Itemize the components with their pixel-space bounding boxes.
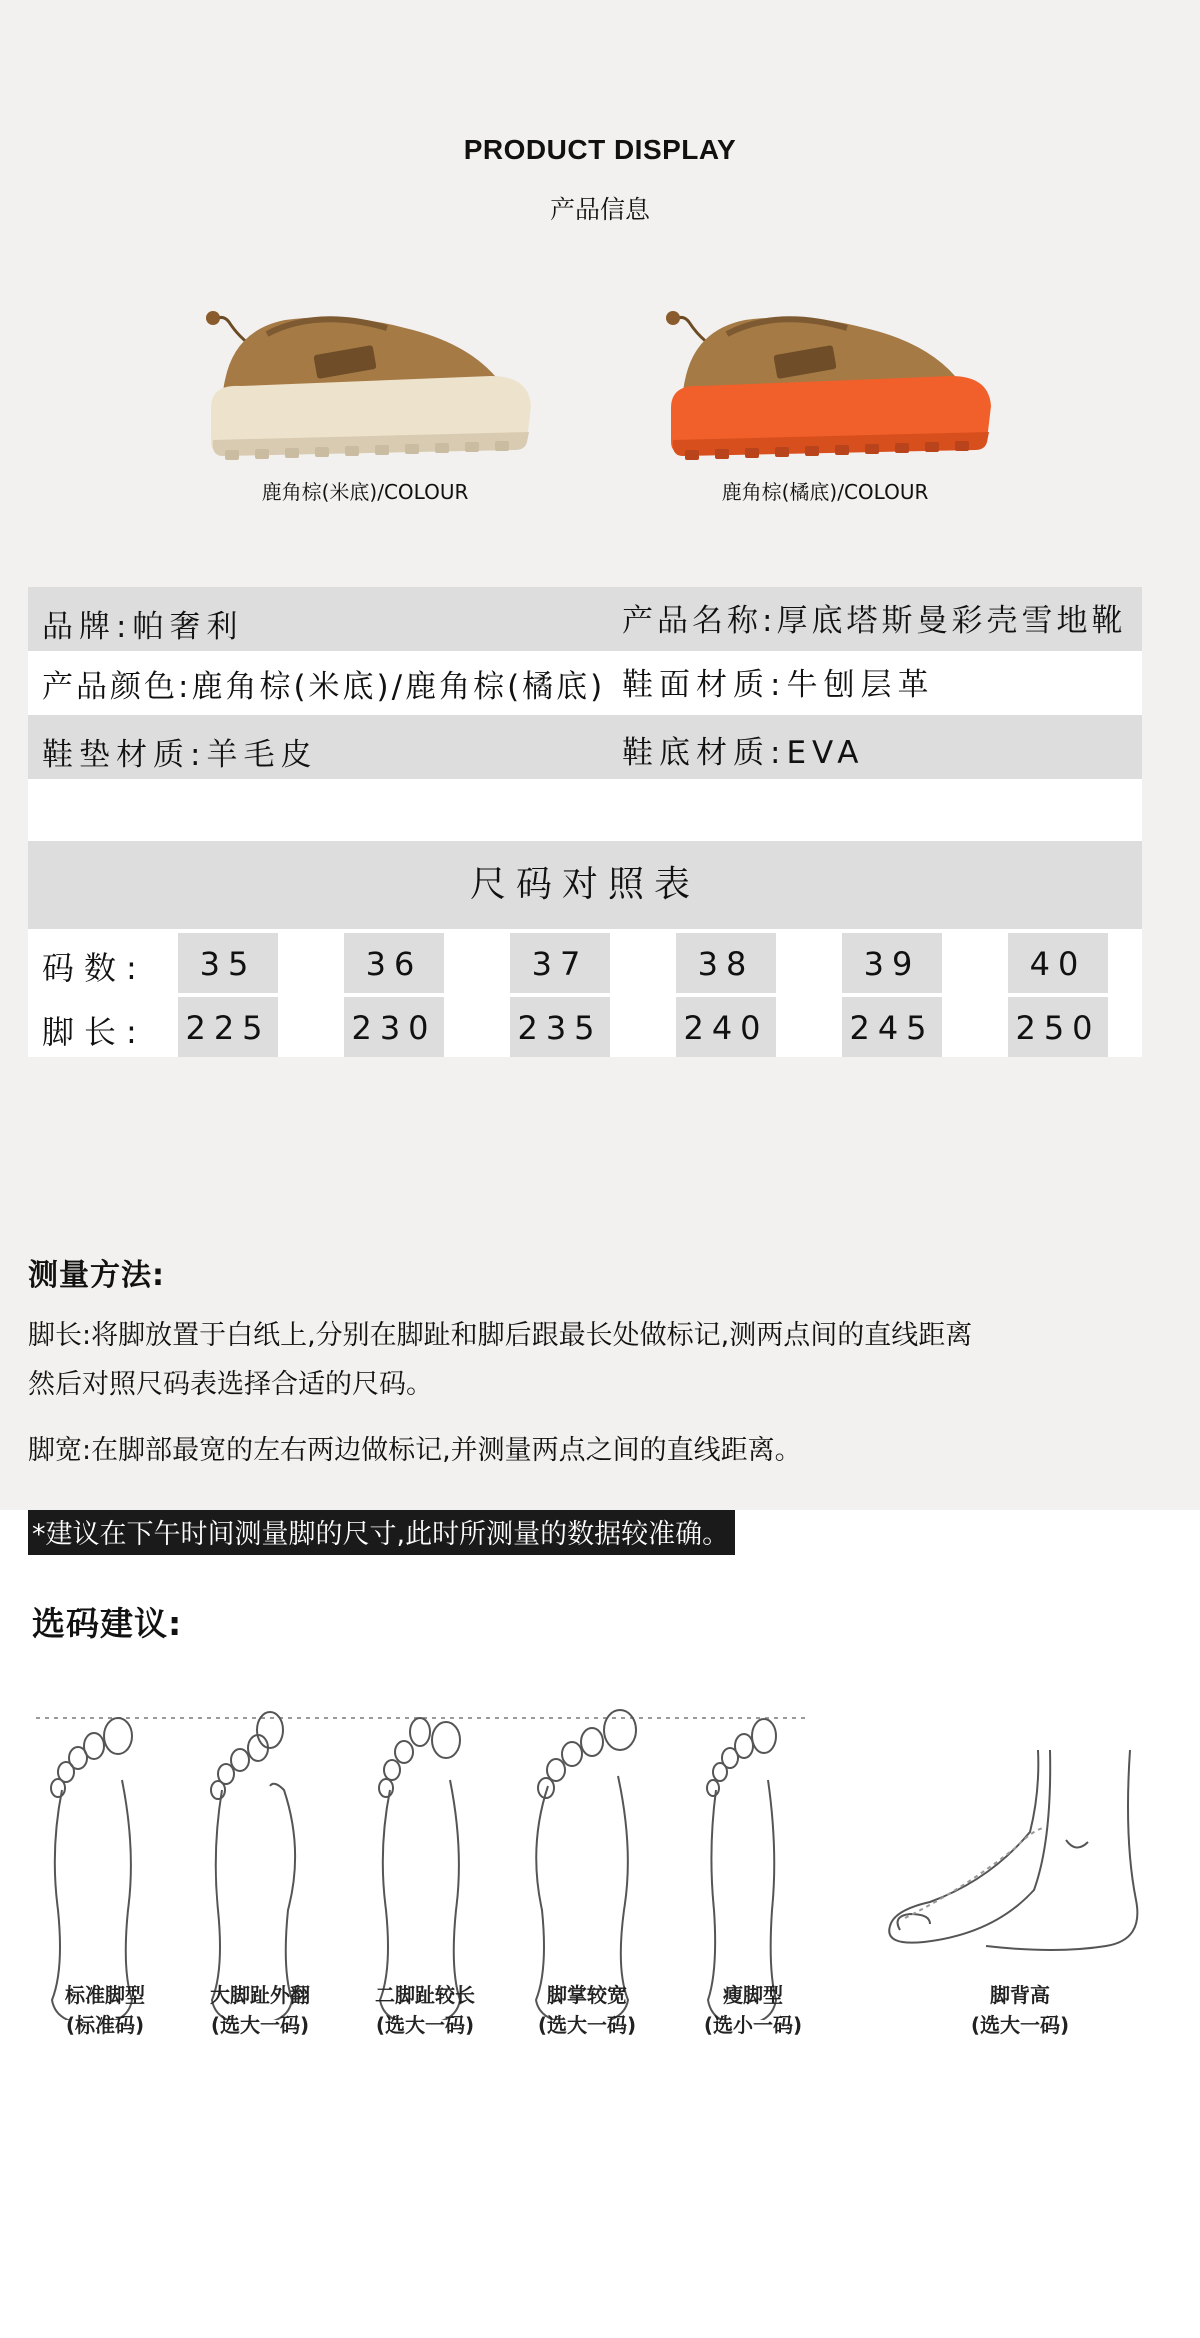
foot-type-label: [355, 1980, 495, 2040]
measurement-note: *建议在下午时间测量脚的尺寸,此时所测量的数据较准确。: [28, 1510, 735, 1555]
foot-type-name: 大脚趾外翻: [210, 1983, 310, 2007]
foot-type-advice: (选大一码): [210, 2013, 310, 2037]
page-subtitle: 产品信息: [549, 195, 650, 224]
spec-upper-material: 鞋面材质:牛刨层革: [622, 667, 935, 703]
spec-insole-material: 鞋垫材质:羊毛皮: [42, 737, 318, 773]
spec-table: [28, 587, 1142, 1057]
page-title: PRODUCT DISPLAY: [463, 134, 737, 165]
foot-type-advice: (选大一码): [970, 2013, 1070, 2037]
length-cell: 230: [344, 997, 444, 1057]
length-cell: 235: [510, 997, 610, 1057]
method-foot-length: 脚长:将脚放置于白纸上,分别在脚趾和脚后跟最长处做标记,测两点间的直线距离: [28, 1320, 973, 1351]
method-foot-width: 脚宽:在脚部最宽的左右两边做标记,并测量两点之间的直线距离。: [28, 1435, 802, 1466]
method-heading: 测量方法:: [28, 1258, 165, 1293]
spec-spacer: [28, 779, 1142, 841]
standard-foot-icon: [51, 1718, 132, 2020]
foot-type-name: 脚掌较宽: [547, 1983, 627, 2007]
spec-product-name: 产品名称:厚底塔斯曼彩壳雪地靴: [622, 603, 1127, 639]
size-cell: 35: [178, 933, 278, 993]
wide-foot-icon: [536, 1710, 636, 2020]
size-label: 码数:: [42, 949, 147, 987]
foot-types-illustration: [0, 1690, 1200, 2020]
length-cell: 245: [842, 997, 942, 1057]
long-second-toe-foot-icon: [379, 1718, 460, 2020]
foot-type-label: [35, 1980, 175, 2040]
foot-type-advice: (选小一码): [703, 2013, 803, 2037]
foot-type-name: 脚背高: [990, 1983, 1050, 2007]
foot-type-label: [517, 1980, 657, 2040]
bunion-foot-icon: [211, 1712, 295, 2020]
foot-type-name: 瘦脚型: [723, 1983, 783, 2007]
shoe-beige-sole-icon: [185, 290, 545, 470]
size-cell: 36: [344, 933, 444, 993]
length-cell: 225: [178, 997, 278, 1057]
spec-brand: 品牌:帕奢利: [42, 609, 244, 645]
size-cell: 37: [510, 933, 610, 993]
foot-type-name: 二脚趾较长: [375, 1983, 475, 2007]
foot-type-advice: (选大一码): [375, 2013, 475, 2037]
product-caption-beige: 鹿角棕(米底)/COLOUR: [261, 480, 469, 504]
spec-row: [28, 651, 1142, 715]
spec-color: 产品颜色:鹿角棕(米底)/鹿角棕(橘底): [42, 669, 606, 705]
shoe-orange-sole-icon: [645, 290, 1005, 470]
size-chart-title: 尺码对照表: [28, 841, 1142, 929]
spec-row: [28, 587, 1142, 651]
foot-type-advice: (选大一码): [537, 2013, 637, 2037]
length-cell: 250: [1008, 997, 1108, 1057]
foot-type-advice: (标准码): [65, 2013, 145, 2037]
method-foot-length-cont: 然后对照尺码表选择合适的尺码。: [28, 1369, 433, 1400]
length-label: 脚长:: [42, 1013, 147, 1051]
size-cell: 39: [842, 933, 942, 993]
size-chart: [28, 929, 1142, 1057]
foot-type-label: [683, 1980, 823, 2040]
foot-type-name: 标准脚型: [65, 1983, 145, 2007]
advice-heading: 选码建议:: [32, 1604, 183, 1643]
spec-row: [28, 715, 1142, 779]
slim-foot-icon: [707, 1719, 776, 2020]
foot-type-label: [190, 1980, 330, 2040]
size-cell: 38: [676, 933, 776, 993]
size-cell: 40: [1008, 933, 1108, 993]
length-cell: 240: [676, 997, 776, 1057]
spec-sole-material: 鞋底材质:EVA: [622, 735, 865, 771]
foot-type-label: [950, 1980, 1090, 2040]
product-caption-orange: 鹿角棕(橘底)/COLOUR: [721, 480, 929, 504]
